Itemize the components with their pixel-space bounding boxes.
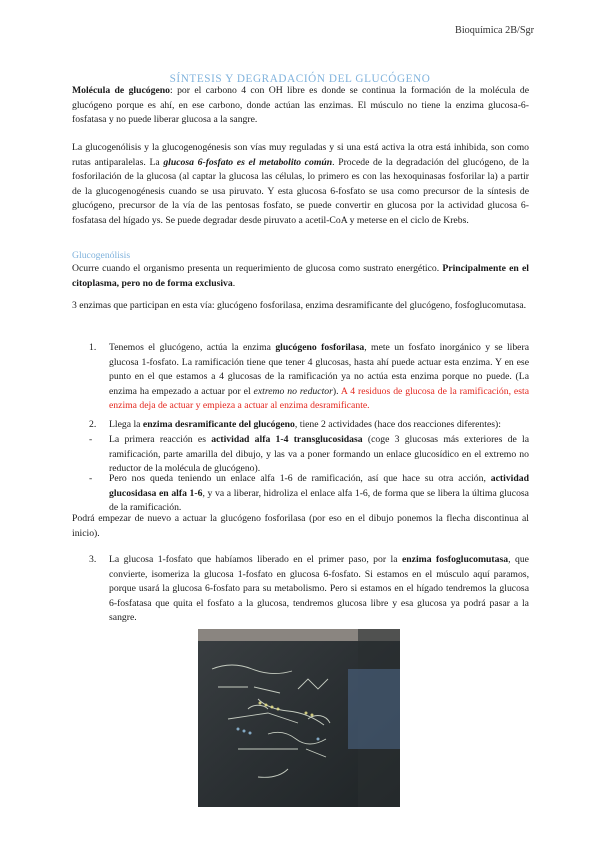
list-item-1 [72, 341, 529, 414]
course-header: Bioquímica 2B/Sgr [455, 25, 534, 36]
metabolite-text-1: La glucogenólisis y la glucogenogénesis son vías muy reguladas y si una está activa la otra está inhibida, son como rutas antiparalelas. La [72, 142, 529, 168]
metabolite-paragraph [72, 141, 529, 229]
sub-item-2-mark: - [89, 473, 93, 484]
item-1-red-note: A 4 residuos de glucosa de la ramificación, esta enzima deja de actuar y empieza a actuar al enzima desramificante. [109, 385, 529, 412]
item-2-number: 2. [89, 419, 97, 430]
sub-item-2-text: Pero nos queda teniendo un enlace alfa 1-6 de ramificación, así que hace su otra acción, actividad glucosidasa en alfa 1-6, y va a liberar, hidroliza el enlace alfa 1-6, de forma que se libera la última glucosa de la ramificación. [109, 473, 529, 514]
item-1-number: 1. [89, 342, 97, 353]
sub-item-1 [72, 433, 529, 477]
section-line: Ocurre cuando el organismo presenta un requerimiento de glucosa como sustrato energético. [72, 263, 443, 274]
item-1-text: Tenemos el glucógeno, actúa la enzima glucógeno fosforilasa, mete un fosfato inorgánico y se libera glucosa 1-fosfato. La ramificación tiene que tener 4 glucosas, hasta ahí puede actuar esta enzima. Y en ese punto en el que estamos a 4 glucosas de la ramificación ya no actúa esta enzima porque no puede. (La enzima ha empezado a actuar por el extremo no reductor). A 4 residuos de glucosa de la ramificación, esta enzima deja de actuar y empieza a actuar al enzima desramificante. [109, 342, 529, 412]
blackboard-photo [198, 629, 400, 807]
enzymes-paragraph: 3 enzimas que participan en esta vía: glucógeno fosforilasa, enzima desramificante del glucógeno, fosfoglucomutasa. [72, 300, 527, 311]
list-item-3 [72, 553, 529, 626]
metabolite-text-2: . Procede de la degradación del glucógeno, de la fosforilación de la glucosa (al captar la glucosa las células, lo primero es con las hexoquinasas fosforilar la) a partir de la glucogenogénesis cuando se usa piruvato. Y esta glucosa 6-fosfato se usa como precursor de la síntesis de glucógeno, precursor de la vía de las pentosas fosfato, se puede convertir en glucosa por la actividad glucosa 6-fosfatasa del hígado ys. Se puede degradar desde piruvato a acetil-CoA y meterse en el ciclo de Krebs. [72, 156, 530, 226]
item-2-text: Llega la enzima desramificante del glucógeno, tiene 2 actividades (hace dos reacciones diferentes): [109, 419, 501, 430]
section-intro [72, 262, 529, 291]
intro-paragraph [72, 84, 529, 128]
page-title: SÍNTESIS Y DEGRADACIÓN DEL GLUCÓGENO [169, 73, 431, 85]
list-item-2 [72, 418, 529, 433]
intro-label: Molécula de glucógeno [72, 85, 171, 96]
section-bold: Principalmente en el citoplasma, pero no de forma exclusiva [72, 263, 529, 289]
item-3-text: La glucosa 1-fosfato que habíamos liberado en el primer paso, por la enzima fosfoglucomutasa, que convierte, isomeriza la glucosa 1-fosfato en glucosa 6-fosfato. Si estamos en el músculo aquí paramos, porque usará la glucosa 6-fosfato para su metabolismo. Pero si estamos en el hígado tendremos la glucosa 6-fosfatasa que quita el fosfato a la glucosa, tendremos glucosa libre y esa glucosa ya podrá pasar a la sangre. [109, 554, 529, 624]
restart-paragraph: Podrá empezar de nuevo a actuar la glucógeno fosforilasa (por eso en el dibujo ponemos la flecha discontinua al inicio). [72, 513, 529, 539]
item-3-number: 3. [89, 554, 97, 565]
section-heading: Glucogenólisis [72, 250, 131, 261]
section-end: . [232, 277, 236, 289]
sub-item-1-text: La primera reacción es actividad alfa 1-4 transglucosidasa (coge 3 glucosas más exteriores de la ramificación, parte amarilla del dibujo, y las va a poner formando un enlace glucosídico en el extremo no reductor de la molécula de glucógeno). [109, 434, 530, 475]
intro-text: : por el carbono 4 con OH libre es donde se continua la formación de la molécula de glucógeno porque es ahí, en ese carbono, donde actúan las enzimas. El músculo no tiene la enzima glucosa-6-fosfatasa y no puede liberar glucosa a la sangre. [72, 85, 529, 126]
sub-item-2 [72, 472, 529, 516]
sub-item-1-mark: - [89, 434, 93, 445]
metabolite-bold: glucosa 6-fosfato es el metabolito común [163, 156, 333, 168]
